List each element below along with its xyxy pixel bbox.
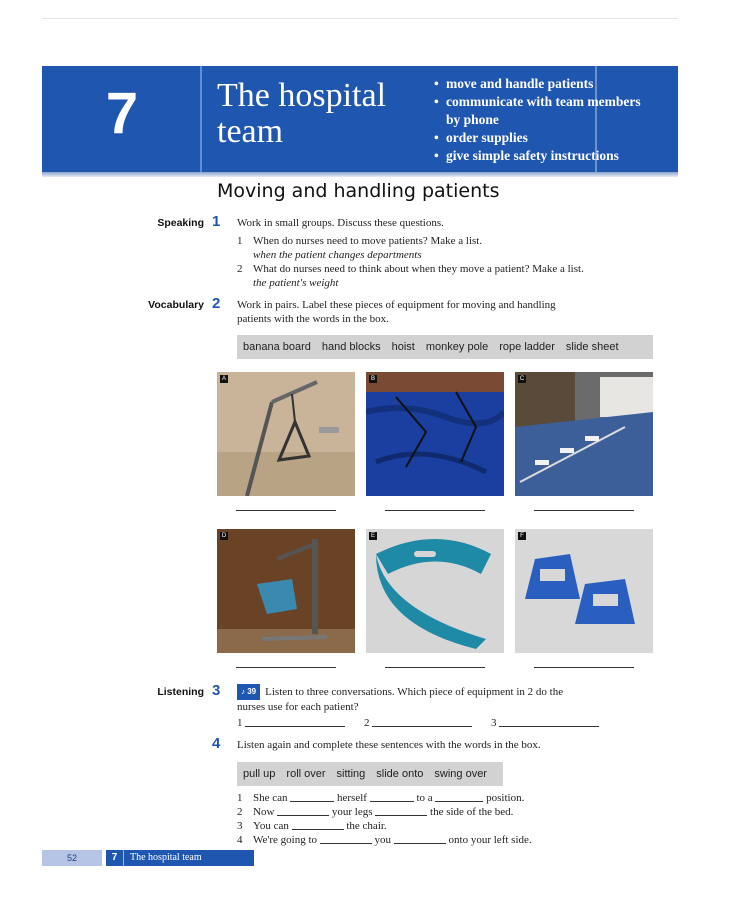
photo-tag: B <box>370 376 375 382</box>
vocabulary-label: Vocabulary <box>148 299 204 311</box>
photo-f-hand-blocks <box>515 529 653 653</box>
answer-line-b <box>385 510 485 511</box>
objective-item: • communicate with team members <box>434 94 641 109</box>
photo-a-monkey-pole <box>217 372 355 496</box>
sentence-blank[interactable] <box>292 820 344 830</box>
speaking-example-1: when the patient changes departments <box>253 249 422 261</box>
top-rule <box>42 18 678 19</box>
word: roll over <box>286 768 326 780</box>
page-number: 52 <box>42 850 102 866</box>
exercise-number-4: 4 <box>212 735 221 752</box>
speaking-question-2: 2 What do nurses need to think about when they move a patient? Make a list. <box>237 263 584 275</box>
vocabulary-instruction: Work in pairs. Label these pieces of equipment for moving and handling patients with the words in the box. <box>237 299 556 325</box>
photo-tag: E <box>370 533 375 539</box>
sentence-3: 3 You can the chair. <box>237 820 387 832</box>
exercise4-instruction: Listen again and complete these sentences with the words in the box. <box>237 739 541 751</box>
word: hand blocks <box>321 341 381 353</box>
answer-blank[interactable] <box>499 717 599 727</box>
photo-tag: D <box>221 533 227 539</box>
sentence-blank[interactable] <box>394 834 446 844</box>
speaking-example-2: the patient's weight <box>253 277 339 289</box>
exercise-number-2: 2 <box>212 295 221 312</box>
footer-unit-title: The hospital team <box>130 852 202 863</box>
exercise4-word-box <box>237 762 503 786</box>
vocabulary-word-box <box>237 335 653 359</box>
unit-objectives <box>434 75 641 165</box>
audio-track-button[interactable]: ♪ 39 <box>237 684 260 700</box>
banner-shadow <box>42 172 678 177</box>
exercise-number-1: 1 <box>212 213 221 230</box>
word: monkey pole <box>425 341 489 353</box>
objective-item: • move and handle patients <box>434 76 594 91</box>
photo-e-banana-board <box>366 529 504 653</box>
photo-c-rope-ladder <box>515 372 653 496</box>
unit-banner <box>42 66 678 172</box>
objective-item: • give simple safety instructions <box>434 148 619 163</box>
word: slide onto <box>376 768 424 780</box>
unit-number: 7 <box>105 81 139 146</box>
photo-d-hoist <box>217 529 355 653</box>
photo-tag: C <box>519 376 525 382</box>
photo-tag: A <box>221 376 226 382</box>
sentence-2: 2 Now your legs the side of the bed. <box>237 806 514 818</box>
listening-label: Listening <box>157 686 204 698</box>
hand-blocks-image <box>515 529 653 653</box>
unit-number-cell <box>42 66 202 172</box>
answer-blank[interactable] <box>372 717 472 727</box>
listening-answers: 1 2 3 <box>237 716 599 730</box>
unit-title: The hospital team <box>217 77 387 150</box>
sentence-blank[interactable] <box>370 792 414 802</box>
banana-board-image <box>366 529 504 653</box>
slide-sheet-image <box>366 372 504 496</box>
sentence-1: 1 She can herself to a position. <box>237 792 525 804</box>
objective-item: • order supplies <box>434 130 528 145</box>
sentence-blank[interactable] <box>320 834 372 844</box>
exercise-number-3: 3 <box>212 682 221 699</box>
photo-b-slide-sheet <box>366 372 504 496</box>
speaking-label: Speaking <box>157 217 204 229</box>
word: pull up <box>243 768 276 780</box>
answer-line-c <box>534 510 634 511</box>
sentence-blank[interactable] <box>435 792 483 802</box>
speaking-question-1: 1 When do nurses need to move patients? Make a list. <box>237 235 483 247</box>
monkey-pole-image <box>217 372 355 496</box>
answer-line-e <box>385 667 485 668</box>
word: banana board <box>243 341 311 353</box>
sentence-blank[interactable] <box>290 792 334 802</box>
footer-unit-bar <box>106 850 254 866</box>
hoist-image <box>217 529 355 653</box>
listening-instruction: ♪ 39 Listen to three conversations. Which piece of equipment in 2 do the nurses use for each patient? <box>237 686 564 713</box>
banner-divider <box>595 66 597 172</box>
answer-line-a <box>236 510 336 511</box>
footer-unit-number: 7 <box>106 850 124 866</box>
word: hoist <box>391 341 415 353</box>
speaking-instruction: Work in small groups. Discuss these questions. <box>237 217 444 229</box>
rope-ladder-image <box>515 372 653 496</box>
word: swing over <box>434 768 487 780</box>
word: slide sheet <box>565 341 619 353</box>
sentence-4: 4 We're going to you onto your left side. <box>237 834 532 846</box>
answer-line-d <box>236 667 336 668</box>
section-title: Moving and handling patients <box>217 180 500 202</box>
objective-item-continued: by phone <box>446 112 499 127</box>
answer-blank[interactable] <box>245 717 345 727</box>
sentence-blank[interactable] <box>375 806 427 816</box>
word: rope ladder <box>499 341 555 353</box>
sentence-blank[interactable] <box>277 806 329 816</box>
word: sitting <box>336 768 366 780</box>
photo-tag: F <box>518 532 526 540</box>
answer-line-f <box>534 667 634 668</box>
